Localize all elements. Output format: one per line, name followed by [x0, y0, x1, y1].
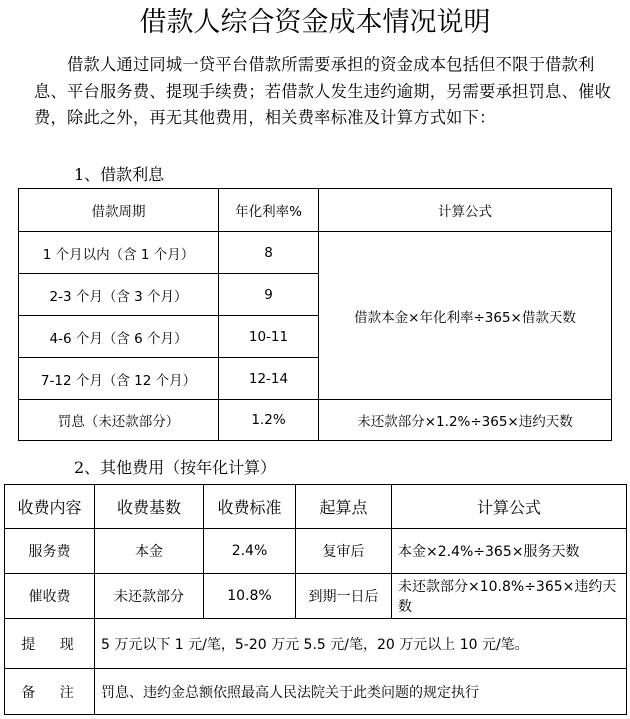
fee-formula-cell: 未还款部分×10.8%÷365×违约天数	[392, 574, 627, 619]
formula-cell: 借款本金×年化利率÷365×借款天数	[319, 232, 612, 400]
fee-formula-cell: 本金×2.4%÷365×服务天数	[392, 529, 627, 574]
rate-cell: 12-14	[219, 358, 319, 400]
note-label-cell: 备 注	[5, 669, 95, 715]
period-cell: 2-3 个月（含 3 个月）	[19, 274, 219, 316]
table-row	[5, 669, 627, 715]
intro-paragraph: 借款人通过同城一贷平台借款所需要承担的资金成本包括但不限于借款利息、平台服务费、提现手续费；若借款人发生违约逾期，另需要承担罚息、催收费，除此之外，再无其他费用，相关费率标准及计算方式如下：	[34, 55, 612, 127]
period-cell: 4-6 个月（含 6 个月）	[19, 316, 219, 358]
page-title: 借款人综合资金成本情况说明	[139, 7, 491, 38]
fee-base-cell: 本金	[95, 529, 204, 574]
table-row	[19, 232, 612, 274]
header-cell: 计算公式	[319, 189, 612, 232]
fee-base-cell: 未还款部分	[95, 574, 204, 619]
rate-cell: 1.2%	[219, 400, 319, 441]
header-cell: 收费基数	[95, 485, 204, 529]
fee-item-cell: 催收费	[5, 574, 95, 619]
fee-start-cell: 到期一日后	[296, 574, 392, 619]
header-cell: 年化利率%	[219, 189, 319, 232]
rate-cell: 8	[219, 232, 319, 274]
header-cell: 收费内容	[5, 485, 95, 529]
formula-cell: 未还款部分×1.2%÷365×违约天数	[319, 400, 612, 441]
table-row	[5, 529, 627, 574]
rate-cell: 10-11	[219, 316, 319, 358]
header-cell: 计算公式	[392, 485, 627, 529]
table-header-row	[5, 485, 627, 529]
section-heading-other-fees: 2、其他费用（按年化计算）	[74, 458, 277, 477]
table-row	[19, 400, 612, 441]
period-cell: 1 个月以内（含 1 个月）	[19, 232, 219, 274]
fee-rate-cell: 2.4%	[204, 529, 296, 574]
period-cell: 7-12 个月（含 12 个月）	[19, 358, 219, 400]
withdraw-label-cell: 提 现	[5, 619, 95, 669]
withdraw-text-cell: 5 万元以下 1 元/笔，5-20 万元 5.5 元/笔，20 万元以上 10 元/笔。	[95, 619, 627, 669]
note-text-cell: 罚息、违约金总额依照最高人民法院关于此类问题的规定执行	[95, 669, 627, 715]
fees-table	[4, 484, 627, 715]
interest-table	[18, 188, 612, 441]
table-row	[5, 619, 627, 669]
section-heading-interest: 1、借款利息	[74, 165, 165, 184]
header-cell: 借款周期	[19, 189, 219, 232]
fee-item-cell: 服务费	[5, 529, 95, 574]
fee-start-cell: 复审后	[296, 529, 392, 574]
rate-cell: 9	[219, 274, 319, 316]
header-cell: 收费标准	[204, 485, 296, 529]
fee-rate-cell: 10.8%	[204, 574, 296, 619]
table-header-row	[19, 189, 612, 232]
period-cell: 罚息（未还款部分）	[19, 400, 219, 441]
table-row	[5, 574, 627, 619]
header-cell: 起算点	[296, 485, 392, 529]
